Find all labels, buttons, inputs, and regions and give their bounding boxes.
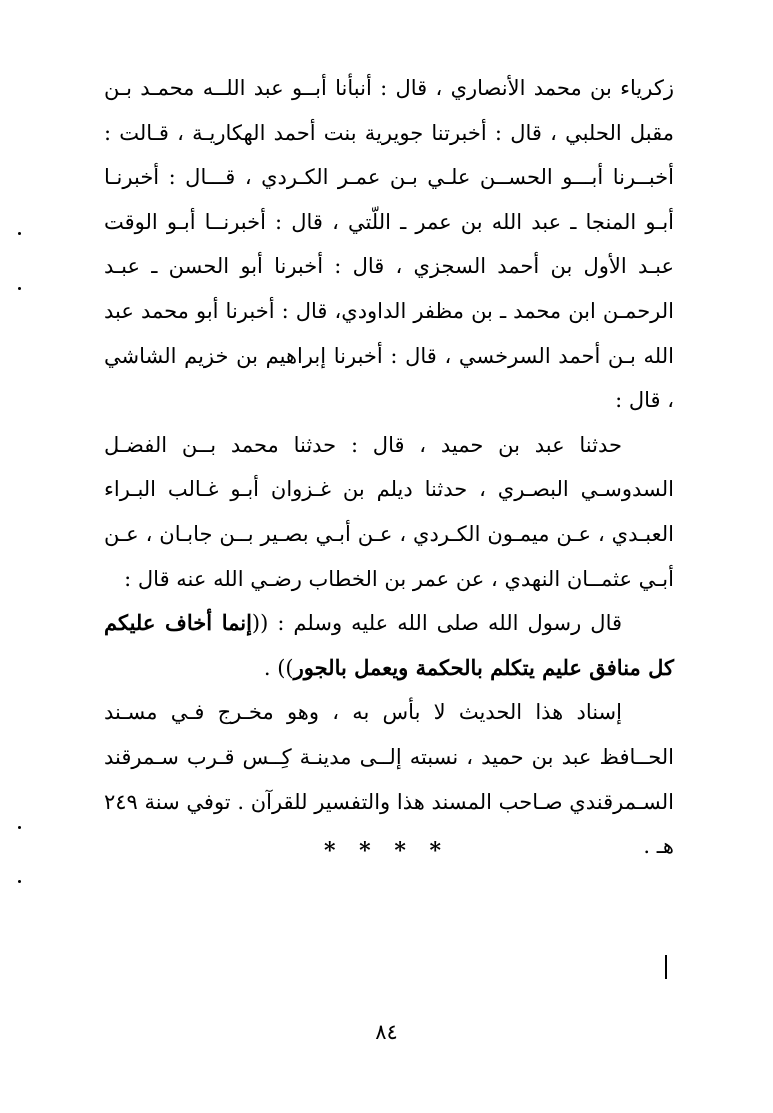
hadith-quote: إنما أخاف عليكم كل منافق عليم يتكلم بالحكمة ويعمل بالجور <box>104 610 674 680</box>
hadith-text-paragraph <box>104 601 674 690</box>
hadith-intro: قال رسول الله صلى الله عليه وسلم : (( <box>251 611 623 636</box>
commentary-paragraph: إسناد هذا الحديث لا بأس به ، وهو مخـرج فـي مسـند الحــافظ عبد بن حميد ، نسبته إلــى مدينـة كِــس قـرب سـمرقند السـمرقندي صـاحب المسند هذا والتفسير للقرآن . توفي سنة ٢٤٩ هـ . <box>104 700 674 859</box>
margin-speck <box>18 232 21 235</box>
margin-speck <box>18 287 21 290</box>
margin-speck <box>18 880 21 883</box>
isnad-chain-paragraph: زكرياء بن محمد الأنصاري ، قال : أنبأنا أبــو عبد اللــه محمـد بـن مقبل الحلبي ، قال : أخبرتنا جويرية بنت أحمد الهكاريـة ، قـالت : أخبــرنا أبـــو الحســن علـي بـن عمـر الكـردي ، قـــال : أخبرنـا أبـو المنجا ـ عبد الله بن عمر ـ اللّتي ، قال : أخبرنــا أبـو الوقت عبـد الأول بن أحمد السجزي ، قال : أخبرنا أبو الحسن ـ عبـد الرحمـن ابن محمد ـ بن مظفر الداودي، قال : أخبرنا أبو محمد عبد الله بـن أحمد السرخسي ، قال : أخبرنا إبراهيم بن خزيم الشاشي ، قال : <box>104 76 674 413</box>
page-number: ٨٤ <box>375 1020 398 1044</box>
hadith-narration-paragraph: حدثنا عبد بن حميد ، قال : حدثنا محمد بــن الفضـل السدوسـي البصـري ، حدثنا ديلم بن غـزوان أبـو غـالب البـراء العبـدي ، عـن ميمـون الكـردي ، عـن أبـي بصـير بــن جابـان ، عـن أبـي عثمــان النهدي ، عن عمر بن الخطاب رضـي الله عنه قال : <box>104 432 674 591</box>
margin-vertical-line <box>665 955 667 979</box>
margin-speck <box>18 826 21 829</box>
hadith-quote-close: )) . <box>263 655 294 680</box>
body-text <box>104 66 674 869</box>
section-separator: * * * * <box>324 838 449 864</box>
